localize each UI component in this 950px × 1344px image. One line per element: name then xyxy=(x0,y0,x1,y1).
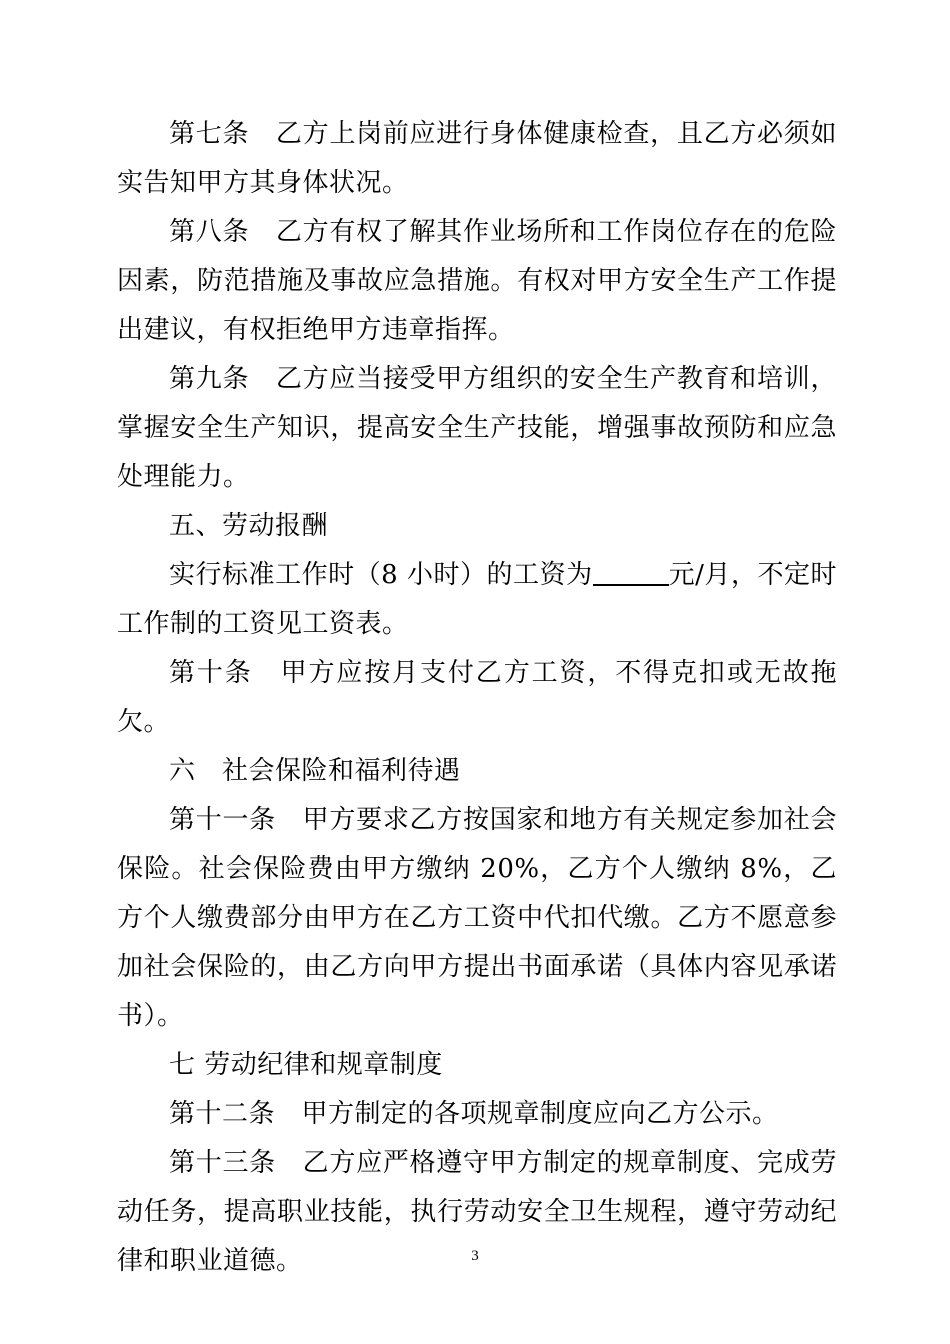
wage-blank-field[interactable] xyxy=(593,558,669,586)
article-8: 第八条 乙方有权了解其作业场所和工作岗位存在的危险因素，防范措施及事故应急措施。有权对甲方安全生产工作提出建议，有权拒绝甲方违章指挥。 xyxy=(117,217,837,345)
document-body xyxy=(117,110,837,1286)
section-7-heading: 七 劳动纪律和规章制度 xyxy=(169,1050,443,1080)
page-number: 3 xyxy=(471,1248,479,1264)
article-10: 第十条 甲方应按月支付乙方工资，不得克扣或无故拖欠。 xyxy=(117,658,837,737)
article-12: 第十二条 甲方制定的各项规章制度应向乙方公示。 xyxy=(169,1099,779,1129)
article-7: 第七条 乙方上岗前应进行身体健康检查，且乙方必须如实告知甲方其身体状况。 xyxy=(117,119,837,198)
section-5-heading: 五、劳动报酬 xyxy=(169,511,329,541)
wage-clause-before: 实行标准工作时（8 小时）的工资为 xyxy=(169,560,593,590)
wage-clause-after: 元/月，不定时工作制的工资见工资表。 xyxy=(117,560,837,639)
article-9: 第九条 乙方应当接受甲方组织的安全生产教育和培训，掌握安全生产知识，提高安全生产技能，增强事故预防和应急处理能力。 xyxy=(117,364,837,492)
article-13: 第十三条 乙方应严格遵守甲方制定的规章制度、完成劳动任务，提高职业技能，执行劳动安全卫生规程，遵守劳动纪律和职业道德。 xyxy=(117,1148,837,1276)
wage-clause xyxy=(117,551,837,649)
article-11: 第十一条 甲方要求乙方按国家和地方有关规定参加社会保险。社会保险费由甲方缴纳 20%，乙方个人缴纳 8%，乙方个人缴费部分由甲方在乙方工资中代扣代缴。乙方不愿意参加社会保险的，由乙方向甲方提出书面承诺（具体内容见承诺书）。 xyxy=(117,805,837,1031)
section-6-heading: 六 社会保险和福利待遇 xyxy=(169,756,461,786)
